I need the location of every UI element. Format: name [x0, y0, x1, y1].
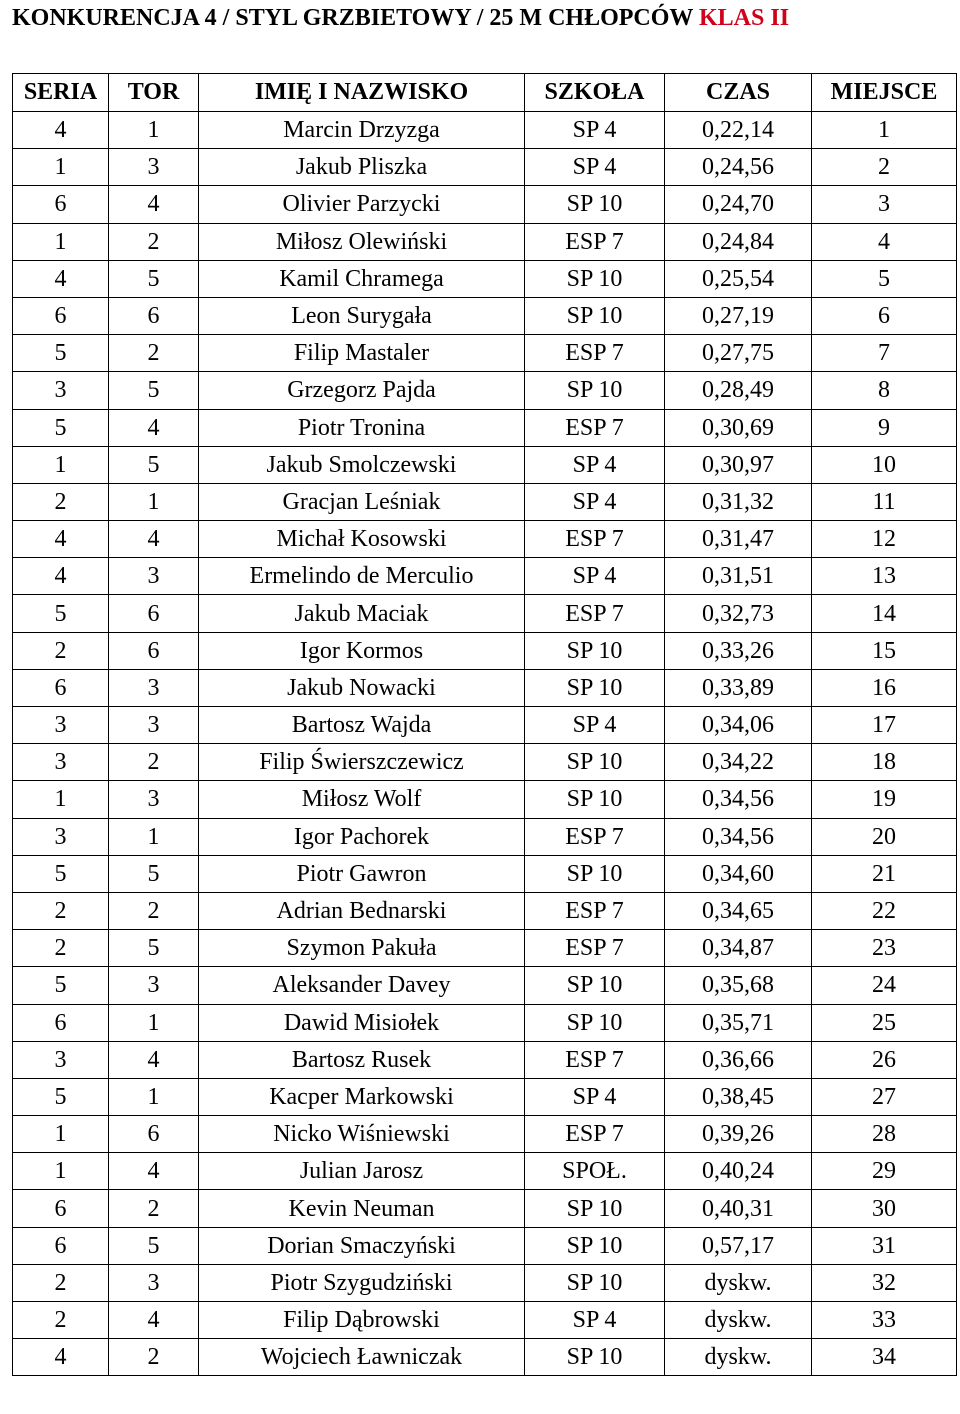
- cell-seria: 1: [13, 781, 109, 818]
- cell-miejsce: 31: [812, 1227, 957, 1264]
- cell-czas: 0,24,56: [665, 149, 812, 186]
- cell-name: Igor Kormos: [199, 632, 525, 669]
- cell-tor: 5: [109, 930, 199, 967]
- cell-miejsce: 17: [812, 707, 957, 744]
- cell-miejsce: 1: [812, 112, 957, 149]
- cell-tor: 1: [109, 483, 199, 520]
- cell-seria: 3: [13, 744, 109, 781]
- cell-czas: dyskw.: [665, 1339, 812, 1376]
- cell-szkola: SP 10: [525, 372, 665, 409]
- cell-name: Miłosz Olewiński: [199, 223, 525, 260]
- cell-czas: 0,27,19: [665, 297, 812, 334]
- table-row: [13, 260, 957, 297]
- cell-miejsce: 20: [812, 818, 957, 855]
- cell-name: Grzegorz Pajda: [199, 372, 525, 409]
- cell-miejsce: 21: [812, 855, 957, 892]
- cell-czas: 0,35,68: [665, 967, 812, 1004]
- results-body: [13, 112, 957, 1376]
- cell-czas: 0,34,56: [665, 781, 812, 818]
- cell-seria: 5: [13, 409, 109, 446]
- cell-seria: 6: [13, 1227, 109, 1264]
- cell-czas: 0,57,17: [665, 1227, 812, 1264]
- cell-szkola: SP 10: [525, 669, 665, 706]
- cell-seria: 4: [13, 260, 109, 297]
- cell-name: Julian Jarosz: [199, 1153, 525, 1190]
- cell-tor: 3: [109, 1264, 199, 1301]
- cell-czas: dyskw.: [665, 1302, 812, 1339]
- cell-miejsce: 14: [812, 595, 957, 632]
- cell-czas: 0,40,31: [665, 1190, 812, 1227]
- cell-czas: 0,22,14: [665, 112, 812, 149]
- cell-miejsce: 30: [812, 1190, 957, 1227]
- cell-name: Jakub Pliszka: [199, 149, 525, 186]
- table-row: [13, 595, 957, 632]
- cell-name: Igor Pachorek: [199, 818, 525, 855]
- table-row: [13, 223, 957, 260]
- table-row: [13, 112, 957, 149]
- cell-miejsce: 11: [812, 483, 957, 520]
- cell-name: Filip Świerszczewicz: [199, 744, 525, 781]
- table-row: [13, 930, 957, 967]
- table-row: [13, 558, 957, 595]
- cell-tor: 4: [109, 186, 199, 223]
- cell-seria: 1: [13, 223, 109, 260]
- cell-szkola: SP 10: [525, 781, 665, 818]
- cell-seria: 5: [13, 595, 109, 632]
- cell-szkola: SP 4: [525, 1302, 665, 1339]
- cell-seria: 6: [13, 297, 109, 334]
- cell-tor: 1: [109, 818, 199, 855]
- cell-szkola: SP 4: [525, 149, 665, 186]
- cell-name: Leon Surygała: [199, 297, 525, 334]
- cell-name: Wojciech Ławniczak: [199, 1339, 525, 1376]
- cell-tor: 1: [109, 1004, 199, 1041]
- cell-name: Aleksander Davey: [199, 967, 525, 1004]
- cell-tor: 1: [109, 112, 199, 149]
- cell-name: Piotr Tronina: [199, 409, 525, 446]
- cell-tor: 6: [109, 632, 199, 669]
- cell-czas: 0,33,89: [665, 669, 812, 706]
- cell-tor: 3: [109, 149, 199, 186]
- header-name: IMIĘ I NAZWISKO: [199, 74, 525, 112]
- cell-tor: 3: [109, 558, 199, 595]
- results-table: [12, 73, 957, 1376]
- cell-tor: 2: [109, 744, 199, 781]
- cell-miejsce: 25: [812, 1004, 957, 1041]
- cell-szkola: SP 10: [525, 967, 665, 1004]
- cell-szkola: ESP 7: [525, 818, 665, 855]
- cell-miejsce: 5: [812, 260, 957, 297]
- cell-tor: 2: [109, 892, 199, 929]
- table-row: [13, 744, 957, 781]
- cell-tor: 4: [109, 1302, 199, 1339]
- cell-name: Olivier Parzycki: [199, 186, 525, 223]
- cell-szkola: SP 10: [525, 855, 665, 892]
- cell-szkola: SP 10: [525, 1004, 665, 1041]
- cell-miejsce: 32: [812, 1264, 957, 1301]
- cell-name: Kamil Chramega: [199, 260, 525, 297]
- cell-seria: 4: [13, 558, 109, 595]
- cell-miejsce: 19: [812, 781, 957, 818]
- cell-czas: 0,34,06: [665, 707, 812, 744]
- cell-tor: 3: [109, 669, 199, 706]
- cell-szkola: ESP 7: [525, 930, 665, 967]
- cell-miejsce: 9: [812, 409, 957, 446]
- table-row: [13, 483, 957, 520]
- cell-name: Nicko Wiśniewski: [199, 1116, 525, 1153]
- cell-szkola: SP 10: [525, 297, 665, 334]
- cell-name: Ermelindo de Merculio: [199, 558, 525, 595]
- header-row: [13, 74, 957, 112]
- cell-name: Filip Mastaler: [199, 335, 525, 372]
- cell-czas: 0,28,49: [665, 372, 812, 409]
- cell-miejsce: 29: [812, 1153, 957, 1190]
- cell-czas: 0,38,45: [665, 1078, 812, 1115]
- cell-tor: 6: [109, 595, 199, 632]
- cell-name: Jakub Nowacki: [199, 669, 525, 706]
- table-row: [13, 707, 957, 744]
- table-row: [13, 669, 957, 706]
- cell-tor: 4: [109, 521, 199, 558]
- cell-name: Gracjan Leśniak: [199, 483, 525, 520]
- cell-czas: 0,31,51: [665, 558, 812, 595]
- cell-seria: 6: [13, 186, 109, 223]
- cell-miejsce: 27: [812, 1078, 957, 1115]
- cell-tor: 2: [109, 335, 199, 372]
- cell-szkola: SP 4: [525, 558, 665, 595]
- table-row: [13, 297, 957, 334]
- cell-name: Jakub Maciak: [199, 595, 525, 632]
- cell-tor: 3: [109, 967, 199, 1004]
- cell-tor: 5: [109, 260, 199, 297]
- cell-miejsce: 13: [812, 558, 957, 595]
- cell-tor: 2: [109, 223, 199, 260]
- cell-seria: 3: [13, 372, 109, 409]
- cell-tor: 4: [109, 1153, 199, 1190]
- cell-szkola: ESP 7: [525, 1041, 665, 1078]
- cell-name: Piotr Gawron: [199, 855, 525, 892]
- cell-tor: 4: [109, 1041, 199, 1078]
- cell-tor: 1: [109, 1078, 199, 1115]
- cell-czas: 0,25,54: [665, 260, 812, 297]
- cell-szkola: SP 10: [525, 1227, 665, 1264]
- cell-szkola: SP 10: [525, 632, 665, 669]
- cell-seria: 5: [13, 1078, 109, 1115]
- cell-miejsce: 23: [812, 930, 957, 967]
- cell-seria: 2: [13, 930, 109, 967]
- cell-seria: 4: [13, 521, 109, 558]
- cell-seria: 3: [13, 1041, 109, 1078]
- cell-miejsce: 24: [812, 967, 957, 1004]
- cell-czas: 0,31,47: [665, 521, 812, 558]
- cell-seria: 2: [13, 892, 109, 929]
- cell-miejsce: 10: [812, 446, 957, 483]
- cell-szkola: SP 4: [525, 483, 665, 520]
- cell-seria: 5: [13, 335, 109, 372]
- cell-szkola: ESP 7: [525, 409, 665, 446]
- cell-tor: 4: [109, 409, 199, 446]
- header-czas: CZAS: [665, 74, 812, 112]
- cell-name: Marcin Drzyzga: [199, 112, 525, 149]
- cell-czas: 0,34,87: [665, 930, 812, 967]
- cell-miejsce: 12: [812, 521, 957, 558]
- cell-name: Szymon Pakuła: [199, 930, 525, 967]
- title-main: KONKURENCJA 4 / STYL GRZBIETOWY / 25 M CHŁOPCÓW: [12, 5, 699, 31]
- table-row: [13, 1339, 957, 1376]
- cell-szkola: ESP 7: [525, 223, 665, 260]
- table-row: [13, 1264, 957, 1301]
- cell-name: Dorian Smaczyński: [199, 1227, 525, 1264]
- cell-seria: 6: [13, 669, 109, 706]
- cell-szkola: SP 10: [525, 744, 665, 781]
- cell-czas: 0,32,73: [665, 595, 812, 632]
- cell-czas: 0,40,24: [665, 1153, 812, 1190]
- cell-miejsce: 28: [812, 1116, 957, 1153]
- header-tor: TOR: [109, 74, 199, 112]
- cell-czas: 0,34,60: [665, 855, 812, 892]
- table-row: [13, 1004, 957, 1041]
- table-row: [13, 1153, 957, 1190]
- cell-miejsce: 7: [812, 335, 957, 372]
- cell-szkola: SP 4: [525, 1078, 665, 1115]
- cell-name: Filip Dąbrowski: [199, 1302, 525, 1339]
- cell-szkola: ESP 7: [525, 595, 665, 632]
- cell-miejsce: 33: [812, 1302, 957, 1339]
- cell-szkola: ESP 7: [525, 335, 665, 372]
- cell-czas: 0,34,22: [665, 744, 812, 781]
- cell-tor: 5: [109, 446, 199, 483]
- cell-tor: 6: [109, 1116, 199, 1153]
- cell-czas: 0,36,66: [665, 1041, 812, 1078]
- table-row: [13, 892, 957, 929]
- cell-seria: 4: [13, 112, 109, 149]
- table-row: [13, 855, 957, 892]
- cell-miejsce: 15: [812, 632, 957, 669]
- cell-name: Piotr Szygudziński: [199, 1264, 525, 1301]
- cell-czas: 0,33,26: [665, 632, 812, 669]
- cell-miejsce: 16: [812, 669, 957, 706]
- table-row: [13, 1190, 957, 1227]
- header-seria: SERIA: [13, 74, 109, 112]
- cell-czas: 0,24,84: [665, 223, 812, 260]
- cell-tor: 6: [109, 297, 199, 334]
- cell-seria: 4: [13, 1339, 109, 1376]
- cell-seria: 3: [13, 818, 109, 855]
- table-row: [13, 1116, 957, 1153]
- cell-tor: 2: [109, 1339, 199, 1376]
- cell-tor: 2: [109, 1190, 199, 1227]
- table-row: [13, 1078, 957, 1115]
- header-miejsce: MIEJSCE: [812, 74, 957, 112]
- cell-czas: 0,39,26: [665, 1116, 812, 1153]
- cell-czas: 0,24,70: [665, 186, 812, 223]
- cell-miejsce: 22: [812, 892, 957, 929]
- cell-seria: 5: [13, 967, 109, 1004]
- cell-szkola: SP 10: [525, 260, 665, 297]
- cell-czas: 0,34,56: [665, 818, 812, 855]
- cell-szkola: ESP 7: [525, 521, 665, 558]
- cell-tor: 5: [109, 855, 199, 892]
- cell-miejsce: 2: [812, 149, 957, 186]
- table-row: [13, 372, 957, 409]
- cell-name: Dawid Misiołek: [199, 1004, 525, 1041]
- table-row: [13, 967, 957, 1004]
- title-accent: KLAS II: [699, 5, 790, 31]
- cell-seria: 5: [13, 855, 109, 892]
- cell-szkola: SP 10: [525, 186, 665, 223]
- cell-seria: 2: [13, 632, 109, 669]
- cell-seria: 3: [13, 707, 109, 744]
- cell-seria: 2: [13, 483, 109, 520]
- cell-name: Kacper Markowski: [199, 1078, 525, 1115]
- table-row: [13, 409, 957, 446]
- cell-seria: 2: [13, 1264, 109, 1301]
- cell-czas: 0,27,75: [665, 335, 812, 372]
- cell-miejsce: 6: [812, 297, 957, 334]
- cell-tor: 5: [109, 1227, 199, 1264]
- cell-szkola: SP 4: [525, 446, 665, 483]
- cell-szkola: ESP 7: [525, 1116, 665, 1153]
- cell-miejsce: 18: [812, 744, 957, 781]
- cell-szkola: SP 10: [525, 1339, 665, 1376]
- cell-name: Bartosz Rusek: [199, 1041, 525, 1078]
- cell-miejsce: 8: [812, 372, 957, 409]
- cell-szkola: SPOŁ.: [525, 1153, 665, 1190]
- cell-seria: 2: [13, 1302, 109, 1339]
- cell-seria: 1: [13, 446, 109, 483]
- page-title: [12, 2, 789, 34]
- cell-miejsce: 3: [812, 186, 957, 223]
- cell-szkola: SP 4: [525, 707, 665, 744]
- cell-czas: 0,31,32: [665, 483, 812, 520]
- cell-name: Bartosz Wajda: [199, 707, 525, 744]
- table-row: [13, 1041, 957, 1078]
- cell-miejsce: 34: [812, 1339, 957, 1376]
- cell-name: Michał Kosowski: [199, 521, 525, 558]
- header-szkola: SZKOŁA: [525, 74, 665, 112]
- table-row: [13, 149, 957, 186]
- table-row: [13, 1227, 957, 1264]
- cell-miejsce: 26: [812, 1041, 957, 1078]
- cell-tor: 3: [109, 781, 199, 818]
- cell-czas: 0,35,71: [665, 1004, 812, 1041]
- cell-szkola: SP 4: [525, 112, 665, 149]
- table-row: [13, 818, 957, 855]
- cell-seria: 6: [13, 1004, 109, 1041]
- cell-seria: 1: [13, 1153, 109, 1190]
- table-row: [13, 335, 957, 372]
- cell-czas: dyskw.: [665, 1264, 812, 1301]
- cell-seria: 6: [13, 1190, 109, 1227]
- table-row: [13, 781, 957, 818]
- cell-czas: 0,30,69: [665, 409, 812, 446]
- cell-name: Jakub Smolczewski: [199, 446, 525, 483]
- cell-czas: 0,30,97: [665, 446, 812, 483]
- cell-szkola: SP 10: [525, 1190, 665, 1227]
- table-row: [13, 1302, 957, 1339]
- table-row: [13, 446, 957, 483]
- table-row: [13, 186, 957, 223]
- cell-tor: 5: [109, 372, 199, 409]
- cell-name: Kevin Neuman: [199, 1190, 525, 1227]
- cell-tor: 3: [109, 707, 199, 744]
- cell-name: Miłosz Wolf: [199, 781, 525, 818]
- cell-szkola: SP 10: [525, 1264, 665, 1301]
- table-row: [13, 632, 957, 669]
- cell-czas: 0,34,65: [665, 892, 812, 929]
- cell-name: Adrian Bednarski: [199, 892, 525, 929]
- cell-seria: 1: [13, 1116, 109, 1153]
- cell-seria: 1: [13, 149, 109, 186]
- table-row: [13, 521, 957, 558]
- cell-szkola: ESP 7: [525, 892, 665, 929]
- cell-miejsce: 4: [812, 223, 957, 260]
